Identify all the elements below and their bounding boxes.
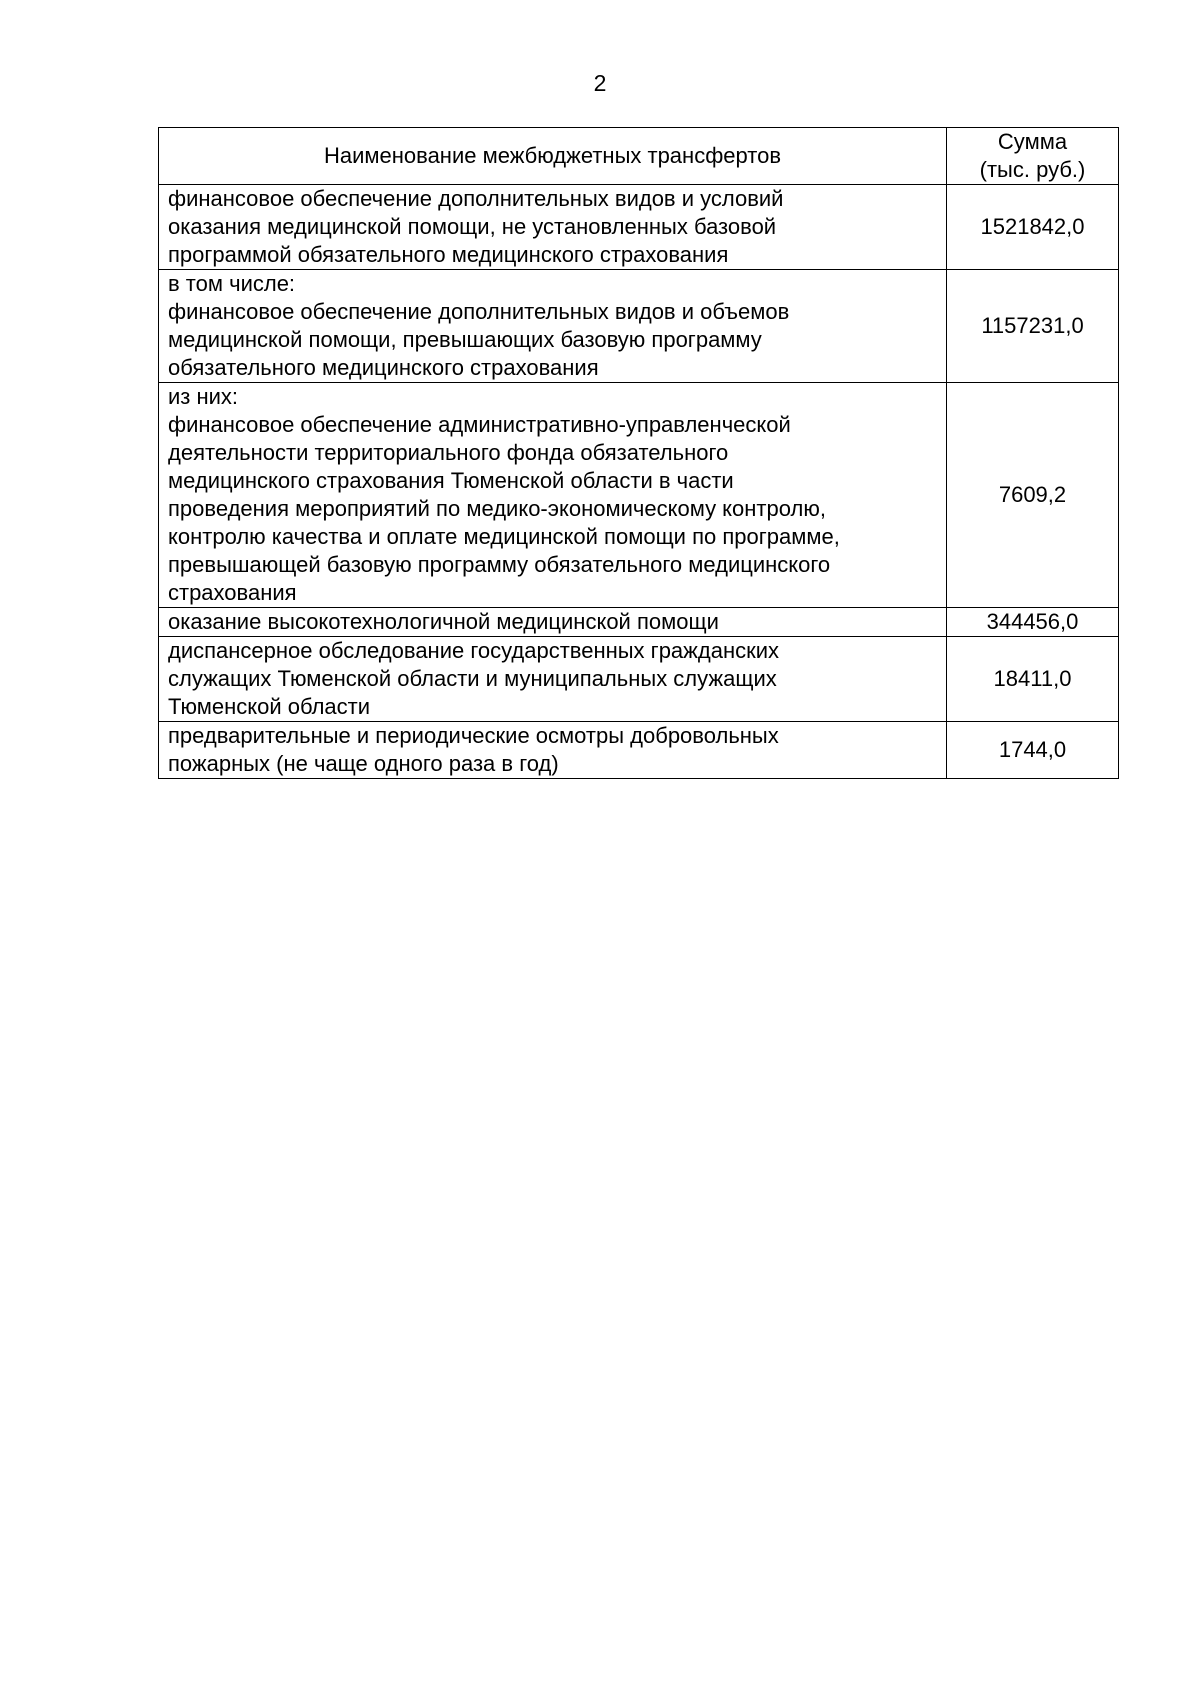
row-sum: 344456,0 xyxy=(947,608,1119,637)
row-name-line: страхования xyxy=(168,580,297,605)
table-row xyxy=(159,722,1119,779)
row-name-line: предварительные и периодические осмотры добровольных xyxy=(168,723,779,748)
header-name: Наименование межбюджетных трансфертов xyxy=(159,128,947,185)
row-name-line: обязательного медицинского страхования xyxy=(168,355,599,380)
row-name xyxy=(159,185,947,270)
row-name-line: программой обязательного медицинского страхования xyxy=(168,242,729,267)
row-name-line: финансовое обеспечение дополнительных видов и условий xyxy=(168,186,784,211)
row-sum: 7609,2 xyxy=(947,383,1119,608)
table-row xyxy=(159,608,1119,637)
row-name-line: из них: xyxy=(168,384,239,409)
row-name-line: медицинского страхования Тюменской области в части xyxy=(168,468,734,493)
table-header-row xyxy=(159,128,1119,185)
row-name-line: оказания медицинской помощи, не установленных базовой xyxy=(168,214,777,239)
row-name-line: оказание высокотехнологичной медицинской помощи xyxy=(168,609,719,634)
row-name xyxy=(159,270,947,383)
row-name xyxy=(159,608,947,637)
row-name-line: пожарных (не чаще одного раза в год) xyxy=(168,751,559,776)
table-row xyxy=(159,270,1119,383)
row-name-line: в том числе: xyxy=(168,271,296,296)
row-sum: 1744,0 xyxy=(947,722,1119,779)
row-name-line: контролю качества и оплате медицинской помощи по программе, xyxy=(168,524,840,549)
row-name-line: финансовое обеспечение административно-управленческой xyxy=(168,412,791,437)
row-sum: 1521842,0 xyxy=(947,185,1119,270)
page-number: 2 xyxy=(593,70,607,96)
header-sum xyxy=(947,128,1119,185)
table-row xyxy=(159,637,1119,722)
row-name xyxy=(159,722,947,779)
row-name-line: превышающей базовую программу обязательного медицинского xyxy=(168,552,831,577)
table-row xyxy=(159,185,1119,270)
row-name-line: финансовое обеспечение дополнительных видов и объемов xyxy=(168,299,790,324)
row-name-line: диспансерное обследование государственных гражданских xyxy=(168,638,780,663)
row-name-line: медицинской помощи, превышающих базовую программу xyxy=(168,327,762,352)
row-sum: 1157231,0 xyxy=(947,270,1119,383)
row-name-line: проведения мероприятий по медико-экономическому контролю, xyxy=(168,496,826,521)
header-sum-title: Сумма xyxy=(997,129,1068,154)
row-sum: 18411,0 xyxy=(947,637,1119,722)
row-name-line: деятельности территориального фонда обязательного xyxy=(168,440,729,465)
header-sum-unit: (тыс. руб.) xyxy=(979,157,1086,182)
table-row xyxy=(159,383,1119,608)
row-name-line: Тюменской области xyxy=(168,694,371,719)
row-name xyxy=(159,383,947,608)
row-name xyxy=(159,637,947,722)
transfers-table xyxy=(158,127,1119,779)
row-name-line: служащих Тюменской области и муниципальных служащих xyxy=(168,666,777,691)
